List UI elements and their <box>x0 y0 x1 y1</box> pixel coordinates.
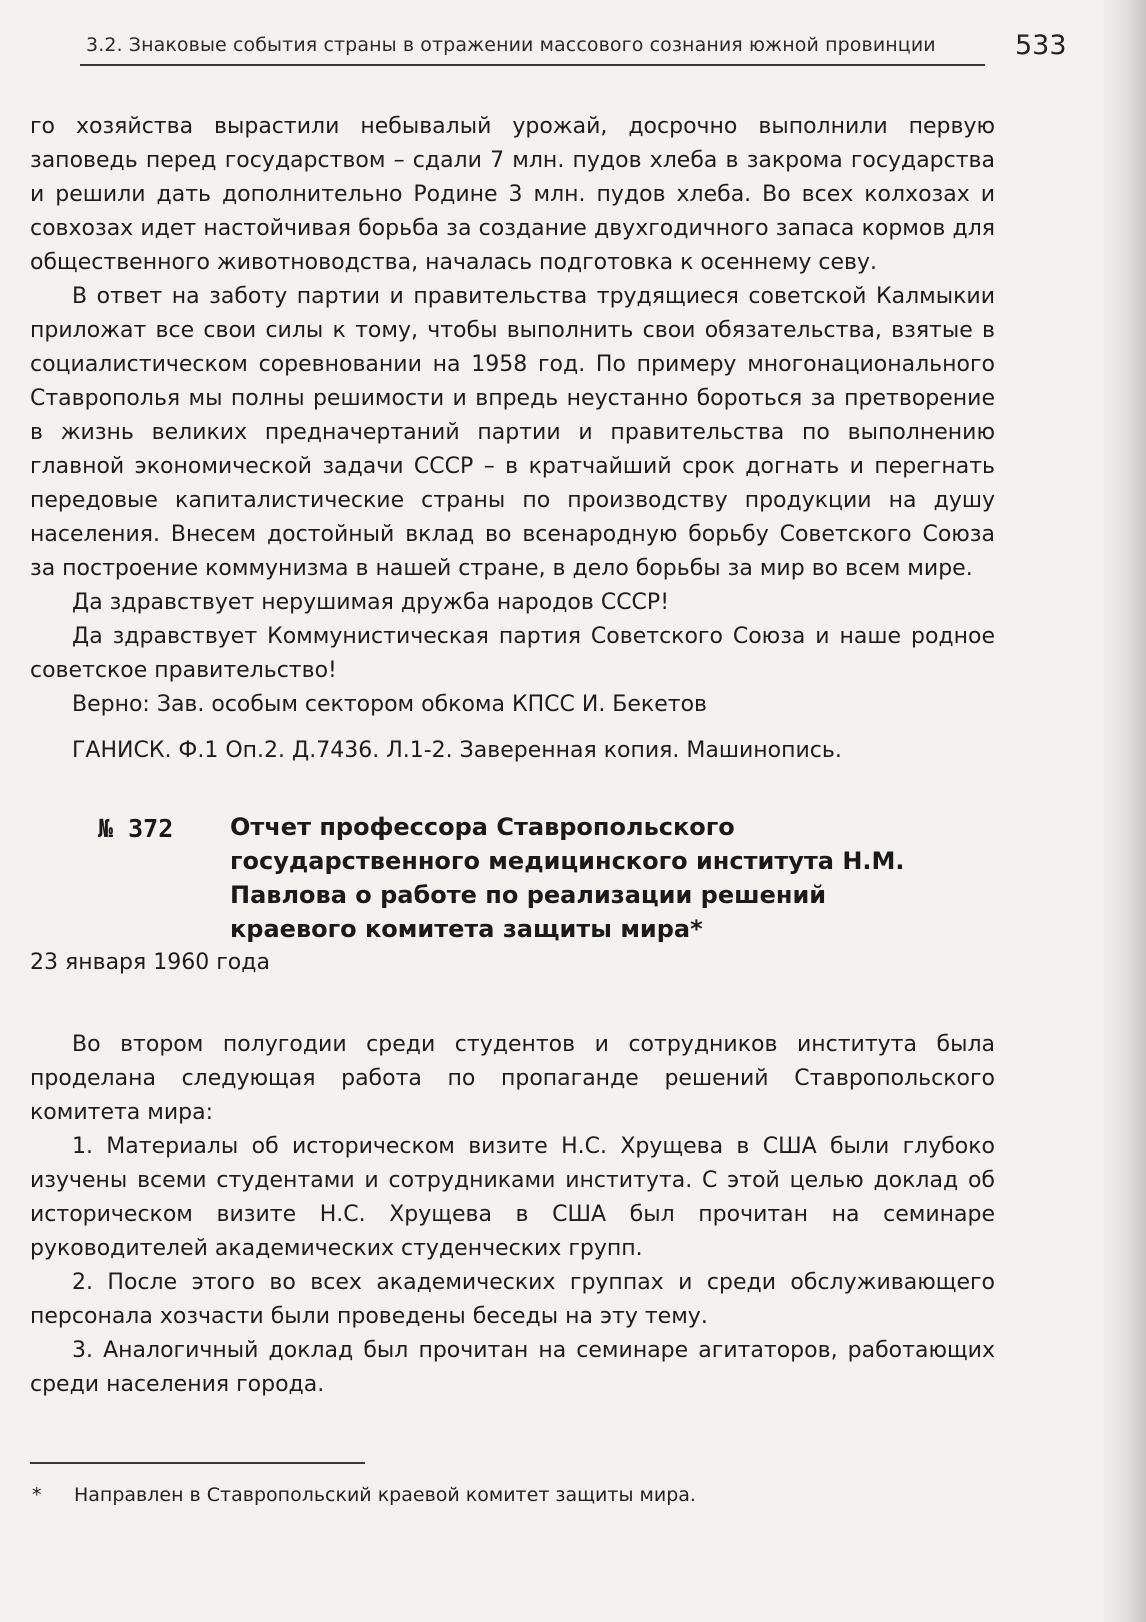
document-number: № 372 <box>98 814 174 843</box>
document-title: Отчет профессора Ставропольского государственного медицинского института Н.М. Павлова о работе по реализации решений краевого комитета защиты мира* <box>230 813 905 943</box>
slogan-friendship: Да здравствует нерушимая дружба народов СССР! <box>72 590 670 615</box>
footnote-text: Направлен в Ставропольский краевой комитет защиты мира. <box>74 1484 696 1506</box>
header-rule <box>80 64 985 66</box>
page-edge-shadow <box>1100 0 1146 1622</box>
running-header-title: 3.2. Знаковые события страны в отражении массового сознания южной провинции <box>86 34 936 56</box>
document-heading <box>30 810 995 946</box>
archive-source: ГАНИСК. Ф.1 Оп.2. Д.7436. Л.1-2. Заверенная копия. Машинопись. <box>72 738 842 763</box>
report-body <box>30 1028 995 1402</box>
page-content <box>30 110 995 1402</box>
report-item-1: 1. Материалы об историческом визите Н.С. Хрущева в США были глубоко изучены всеми студентами и сотрудниками института. С этой целью доклад об историческом визите Н.С. Хрущева в США был прочитан на семинаре руководителей академических студенческих групп. <box>30 1134 995 1261</box>
footnote-rule <box>30 1462 365 1464</box>
signature: Верно: Зав. особым сектором обкома КПСС И. Бекетов <box>72 692 707 717</box>
report-item-3: 3. Аналогичный доклад был прочитан на семинаре агитаторов, работающих среди населения города. <box>30 1338 995 1397</box>
paragraph-continuation: го хозяйства вырастили небывалый урожай, досрочно выполнили первую заповедь перед государством – сдали 7 млн. пудов хлеба в закрома государства и решили дать дополнительно Родине 3 млн. пудов хлеба. Во всех колхозах и совхозах идет настойчивая борьба за создание двухгодичного запаса кормов для общественного животноводства, началась подготовка к осеннему севу. <box>30 114 995 275</box>
footnote-mark: * <box>32 1484 42 1506</box>
report-intro: Во втором полугодии среди студентов и сотрудников института была проделана следующая работа по пропаганде решений Ставропольского комитета мира: <box>30 1032 995 1125</box>
slogan-party: Да здравствует Коммунистическая партия Советского Союза и наше родное советское правительство! <box>30 624 995 683</box>
report-item-2: 2. После этого во всех академических группах и среди обслуживающего персонала хозчасти были проведены беседы на эту тему. <box>30 1270 995 1329</box>
page-number: 533 <box>1015 30 1067 61</box>
document-date: 23 января 1960 года <box>30 950 270 975</box>
paragraph-response: В ответ на заботу партии и правительства трудящиеся советской Калмыкии приложат все свои силы к тому, чтобы выполнить свои обязательства, взятые в социалистическом соревновании на 1958 год. По примеру многонационального Ставрополья мы полны решимости и впредь неустанно бороться за претворение в жизнь великих предначертаний партии и правительства по выполнению главной экономической задачи СССР – в кратчайший срок догнать и перегнать передовые капиталистические страны по производству продукции на душу населения. Внесем достойный вклад во всенародную борьбу Советского Союза за построение коммунизма в нашей стране, в дело борьбы за мир во всем мире. <box>30 284 995 581</box>
running-header <box>80 18 1070 74</box>
footnote <box>32 1484 696 1506</box>
